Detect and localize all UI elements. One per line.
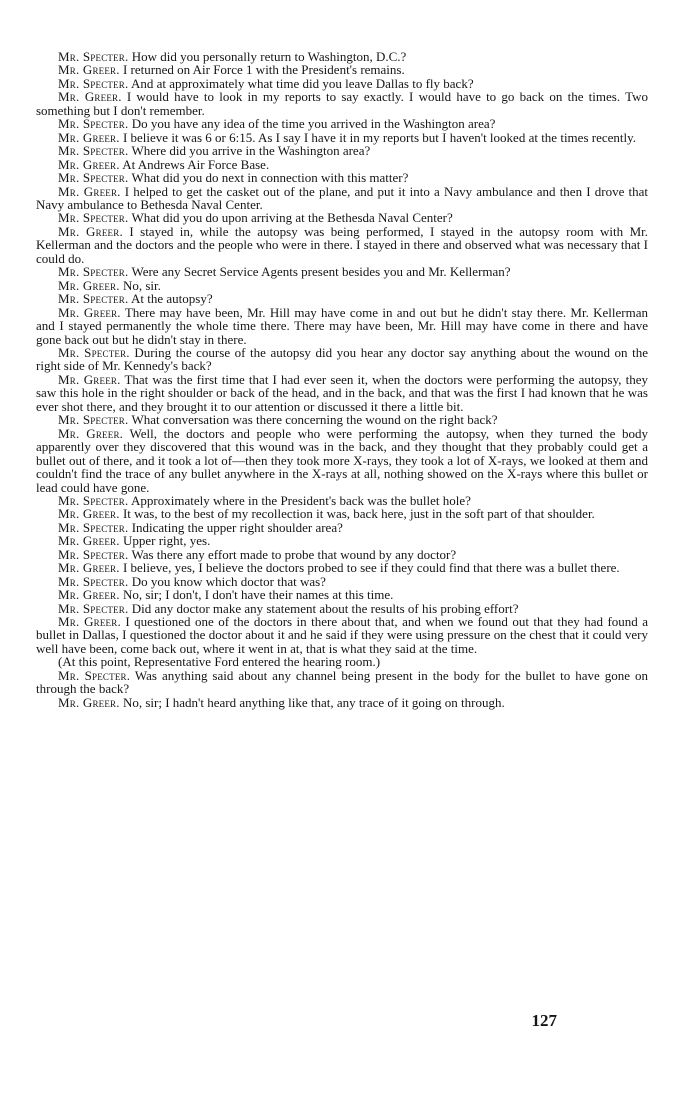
testimony-paragraph xyxy=(36,171,648,184)
paragraph-text: There may have been, Mr. Hill may have come in and out but he didn't stay there. Mr. Kellerman and I stayed permanently the whole time there. There may have been, Mr. Hill may have come in there and have gone back out but he didn't stay in there. xyxy=(36,304,649,347)
paragraph-text: What did you do next in connection with this matter? xyxy=(131,170,409,186)
paragraph-text: Upper right, yes. xyxy=(122,533,211,549)
paragraph-text: At the autopsy? xyxy=(131,291,213,307)
testimony-paragraph xyxy=(36,131,648,144)
paragraph-text: Do you have any idea of the time you arrived in the Washington area? xyxy=(131,116,496,132)
speaker-label: Mr. Specter. xyxy=(58,143,129,159)
testimony-paragraph xyxy=(36,306,648,346)
paragraph-text: Do you know which doctor that was? xyxy=(131,573,326,589)
testimony-paragraph xyxy=(36,144,648,157)
speaker-label: Mr. Specter. xyxy=(58,49,129,64)
testimony-paragraph xyxy=(36,63,648,76)
paragraph-text: I returned on Air Force 1 with the President's remains. xyxy=(122,62,405,78)
paragraph-text: It was, to the best of my recollection it was, back here, just in the soft part of that shoulder. xyxy=(122,506,595,522)
paragraph-text: Were any Secret Service Agents present besides you and Mr. Kellerman? xyxy=(131,264,511,280)
testimony-paragraph xyxy=(36,292,648,305)
speaker-label: Mr. Greer. xyxy=(58,371,121,387)
paragraph-text: Did any doctor make any statement about the results of his probing effort? xyxy=(131,600,519,616)
paragraph-text: That was the first time that I had ever seen it, when the doctors were performing the autopsy, they saw this hole in the right shoulder or back of the head, and in the back, and that was the first I had known that he was ever shot there, and they brought it to our attention or discussed it there a little bit. xyxy=(36,371,648,414)
speaker-label: Mr. Specter. xyxy=(58,116,129,132)
paragraph-text: I believe it was 6 or 6:15. As I say I have it in my reports but I haven't looked at the times recently. xyxy=(122,129,637,145)
testimony-paragraph xyxy=(36,602,648,615)
paragraph-text: Was there any effort made to probe that wound by any doctor? xyxy=(131,546,457,562)
speaker-label: Mr. Specter. xyxy=(58,519,129,535)
paragraph-text: I helped to get the casket out of the plane, and put it into a Navy ambulance and then I drove that Navy ambulance to Bethesda Naval Center. xyxy=(36,183,649,212)
speaker-label: Mr. Greer. xyxy=(58,156,120,172)
speaker-label: Mr. Specter. xyxy=(58,291,129,307)
speaker-label: Mr. Greer. xyxy=(58,560,120,576)
speaker-label: Mr. Specter. xyxy=(58,492,129,508)
paragraph-text: No, sir; I don't, I don't have their names at this time. xyxy=(122,587,394,603)
testimony-paragraph xyxy=(36,615,648,655)
paragraph-text: What conversation was there concerning the wound on the right back? xyxy=(131,412,498,428)
speaker-label: Mr. Specter. xyxy=(58,667,131,683)
paragraph-text: How did you personally return to Washington, D.C.? xyxy=(131,49,407,64)
speaker-label: Mr. Specter. xyxy=(58,75,129,91)
speaker-label: Mr. Greer. xyxy=(58,533,120,549)
speaker-label: Mr. Greer. xyxy=(58,183,121,199)
testimony-paragraph xyxy=(36,575,648,588)
testimony-paragraph xyxy=(36,225,648,265)
paragraph-text: Approximately where in the President's back was the bullet hole? xyxy=(131,492,471,508)
paragraph-text: I questioned one of the doctors in there about that, and when we found out that they had found a bullet in Dallas, I questioned the doctor about it and he said if they were using pressure on the chest that it could very well have been, come back out, where it went in at, that is what they said at the time. xyxy=(36,614,649,656)
paragraph-text: No, sir. xyxy=(122,277,161,293)
testimony-paragraph xyxy=(36,696,648,709)
testimony-paragraph xyxy=(36,669,648,696)
testimony-paragraph xyxy=(36,521,648,534)
paragraph-text: (At this point, Representative Ford entered the hearing room.) xyxy=(58,654,381,670)
speaker-label: Mr. Greer. xyxy=(58,587,120,603)
testimony-paragraph xyxy=(36,117,648,130)
testimony-paragraph xyxy=(36,77,648,90)
speaker-label: Mr. Greer. xyxy=(58,62,120,78)
paragraph-text: Where did you arrive in the Washington area? xyxy=(131,143,371,159)
testimony-paragraph xyxy=(36,346,648,373)
speaker-label: Mr. Greer. xyxy=(58,223,123,239)
speaker-label: Mr. Greer. xyxy=(58,277,120,293)
speaker-label: Mr. Specter. xyxy=(58,170,129,186)
paragraph-text: Was anything said about any channel being present in the body for the bullet to have gone on through the back? xyxy=(36,667,648,697)
speaker-label: Mr. Specter. xyxy=(58,210,129,226)
parenthetical-note xyxy=(36,655,648,668)
testimony-paragraph xyxy=(36,413,648,426)
paragraph-text: I stayed in, while the autopsy was being performed, I stayed in the autopsy room with Mr. Kellerman and the doctors and the people who were in there. I stayed in there and observed what was necessary that I could do. xyxy=(36,223,649,266)
testimony-paragraph xyxy=(36,494,648,507)
speaker-label: Mr. Greer. xyxy=(58,89,122,105)
paragraph-text: Well, the doctors and people who were performing the autopsy, when they turned the body apparently over they discovered that this wound was in the back, and they thought that they probably could get a bullet out of there, and it took a lot of—then they took more X-rays, they took a lot of X-rays, we looked at them and couldn't find the trace of any bullet anywhere in the X-rays at all, nothing showed on the X-rays where this bullet or lead could have gone. xyxy=(36,425,648,495)
speaker-label: Mr. Specter. xyxy=(58,573,129,589)
testimony-paragraph xyxy=(36,50,648,63)
speaker-label: Mr. Specter. xyxy=(58,546,129,562)
testimony-paragraph xyxy=(36,588,648,601)
testimony-paragraph xyxy=(36,507,648,520)
testimony-paragraph xyxy=(36,561,648,574)
testimony-paragraph xyxy=(36,158,648,171)
testimony-paragraph xyxy=(36,90,648,117)
paragraph-text: No, sir; I hadn't heard anything like that, any trace of it going on through. xyxy=(122,694,505,710)
page-number: 127 xyxy=(531,1011,557,1030)
speaker-label: Mr. Specter. xyxy=(58,344,130,360)
paragraph-text: And at approximately what time did you leave Dallas to fly back? xyxy=(131,75,474,91)
paragraph-text: I believe, yes, I believe the doctors probed to see if they could find that there was a bullet there. xyxy=(122,560,620,576)
speaker-label: Mr. Greer. xyxy=(58,614,121,630)
speaker-label: Mr. Greer. xyxy=(58,506,120,522)
testimony-paragraph xyxy=(36,373,648,413)
speaker-label: Mr. Greer. xyxy=(58,304,121,320)
testimony-paragraph xyxy=(36,265,648,278)
paragraph-text: What did you do upon arriving at the Bethesda Naval Center? xyxy=(131,210,453,226)
speaker-label: Mr. Specter. xyxy=(58,412,129,428)
testimony-paragraph xyxy=(36,534,648,547)
testimony-paragraph xyxy=(36,185,648,212)
paragraph-text: During the course of the autopsy did you hear any doctor say anything about the wound on the right side of Mr. Kennedy's back? xyxy=(36,344,648,374)
speaker-label: Mr. Specter. xyxy=(58,600,129,616)
testimony-paragraph xyxy=(36,427,648,494)
paragraph-text: I would have to look in my reports to say exactly. I would have to go back on the times. Two something but I don't remember. xyxy=(36,89,648,118)
paragraph-text: Indicating the upper right shoulder area? xyxy=(131,519,343,535)
speaker-label: Mr. Greer. xyxy=(58,425,124,441)
paragraph-text: At Andrews Air Force Base. xyxy=(122,156,270,172)
speaker-label: Mr. Specter. xyxy=(58,264,129,280)
testimony-page xyxy=(36,50,648,709)
testimony-paragraph xyxy=(36,211,648,224)
speaker-label: Mr. Greer. xyxy=(58,129,120,145)
testimony-paragraph xyxy=(36,279,648,292)
speaker-label: Mr. Greer. xyxy=(58,694,120,710)
testimony-paragraph xyxy=(36,548,648,561)
